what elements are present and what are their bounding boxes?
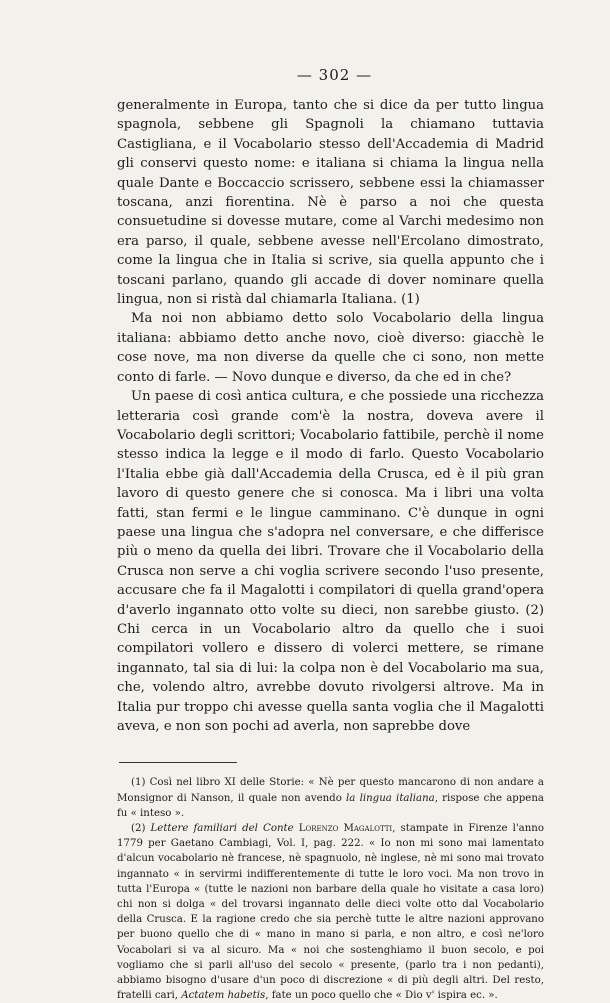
footnote-1-italic: la lingua italiana — [346, 792, 435, 804]
footnote-2-mark: (2) — [131, 823, 151, 835]
footnote-divider — [119, 762, 237, 763]
footnote-2 — [117, 821, 544, 1003]
footnote-1-tail: , rispose che appena fu « inteso ». — [117, 792, 544, 819]
footnote-2-title: Lettere familiari del Conte — [150, 823, 294, 835]
footnote-2-latin: Actatem habetis — [181, 990, 266, 1002]
page-number: — 302 — — [296, 66, 373, 84]
footnote-1 — [117, 775, 544, 821]
footnote-2-text: , stampate in Firenze l'anno 1779 per Gaetano Cambiagi, Vol. I, pag. 222. « Io non mi sono mai lamentato d'alcun vocabolario nè francese, nè spagnuolo, nè inglese, nè mi sono mai trovato ingannato « in servirmi indifferentemente di tutte le loro voci. Ma non trovo in tutta l'Europa « (tutte le nazioni non barbare della quale ho visitate a casa loro) chi non si dolga « del trovarsi ingannato delle dieci volte otto dal Vocabolario della Crusca. E la ragione credo che sia perchè tutte le altre nazioni approvano per buono quello che di « mano in mano si parla, e non altro, e così ne'loro Vocabolari si va al sicuro. Ma « noi che sostenghiamo il buon secolo, e poi vogliamo che si parli all'uso del secolo « presente, (parlo tra i non pedanti), abbiamo bisogno d'usare d'un poco di discrezione « di più degli altri. Del resto, fratelli cari, — [117, 823, 544, 1002]
footnote-2-tail: , fate un poco quello che « Dio v' ispira ec. ». — [265, 990, 498, 1002]
footnote-1-lead: (1) Così nel libro XI delle Storie: « Nè per questo mancarono di non andare a Monsignor di Nanson, il quale non avendo — [117, 777, 544, 804]
paragraph-1: generalmente in Europa, tanto che si dice da per tutto lingua spagnola, sebbene gli Spagnoli la chiamano tuttavia Castigliana, e il Vocabolario stesso dell'Accademia di Madrid gli conservi questo nome: e italiana si chiama la lingua nella quale Dante e Boccaccio scrissero, sebbene essi la chiamasser toscana, anzi fiorentina. Nè è parso a noi che questa consuetudine si dovesse mutare, come al Varchi medesimo non era parso, il quale, sebbene avesse nell'Ercolano dimostrato, come la lingua che in Italia si scrive, sia quella appunto che i toscani parlano, quando gli accade di dover nominare quella lingua, non si ristà dal chiamarla Italiana. (1) — [117, 98, 544, 308]
paragraph-3: Un paese di così antica cultura, e che possiede una ricchezza letteraria così grande com'è la nostra, doveva avere il Vocabolario degli scrittori; Vocabolario fattibile, perchè il nome stesso indica la legge e il modo di farlo. Questo Vocabolario l'Italia ebbe già dall'Accademia della Crusca, ed è il più gran lavoro di questo genere che si conosca. Ma i libri una volta fatti, stan fermi e le lingue camminano. C'è dunque in ogni paese una lingua che s'adopra nel conversare, e che differisce più o meno da quella dei libri. Trovare che il Vocabolario della Crusca non serve a chi voglia scrivere secondo l'uso presente, accusare che fa il Magalotti i compilatori di quella grand'opera d'averlo ingannato otto volte su dieci, non sarebbe giusto. (2) Chi cerca in un Vocabolario altro da quello che i suoi compilatori vollero e dissero di volerci mettere, se rimane ingannato, tal sia di lui: la colpa non è del Vocabolario ma sua, che, volendo altro, avrebbe dovuto rivolgersi altrove. Ma in Italia pur troppo chi avesse quella santa voglia che il Magalotti aveva, e non son pochi ad averla, non saprebbe dove — [117, 389, 544, 734]
main-text — [117, 96, 544, 736]
footnotes — [117, 775, 544, 1003]
footnote-2-author: Lorenzo Magalotti — [293, 823, 393, 835]
paragraph-2: Ma noi non abbiamo detto solo Vocabolario della lingua italiana: abbiamo detto anche novo, cioè diverso: giacchè le cose nove, ma non diverse da quelle che ci sono, non mette conto di farle. — Novo dunque e diverso, da che ed in che? — [117, 311, 544, 385]
